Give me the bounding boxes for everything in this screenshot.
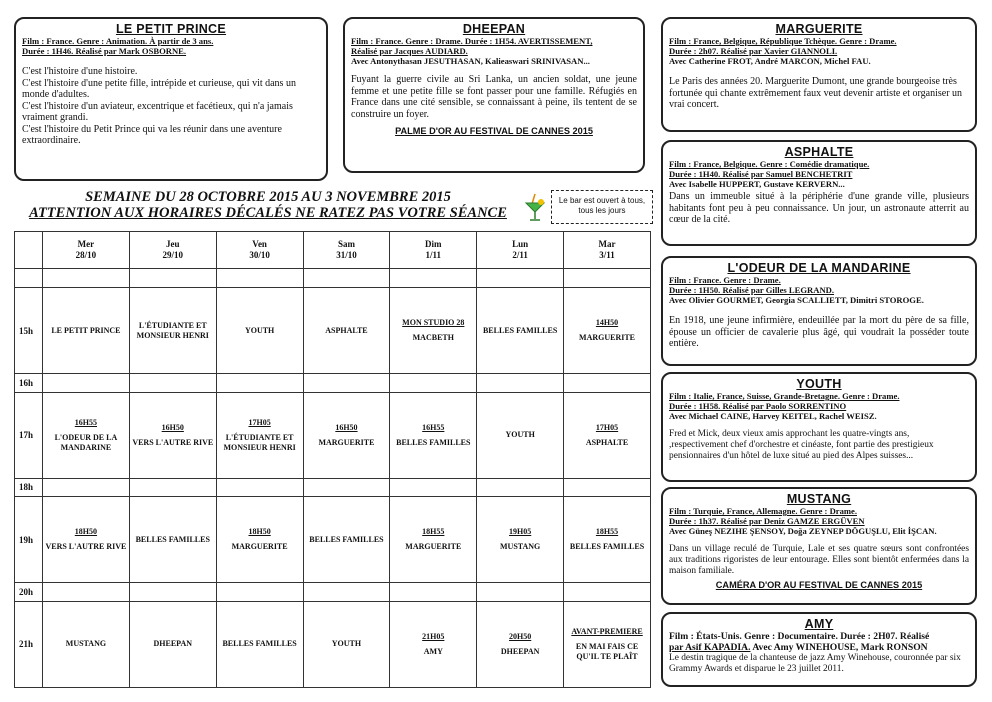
screening-film: ASPHALTE	[585, 437, 629, 447]
film-director: par Asif KAPADIA.	[669, 642, 751, 653]
screening-cell	[216, 478, 303, 496]
screening-film: BELLES FAMILLES	[569, 542, 645, 552]
schedule-row	[15, 392, 651, 478]
film-description: Dans un immeuble situé à la périphérie d'une grande ville, plusieurs habitants font peu à peu connaissance. Un jour, un astronaute atterrit au cœur de la cité.	[669, 191, 969, 225]
hour-label: 21h	[15, 601, 43, 687]
screening-film: MARGUERITE	[579, 333, 636, 343]
day-name: Ven	[252, 238, 267, 249]
day-date: 29/10	[162, 249, 184, 260]
screening-film: MUSTANG	[65, 639, 107, 649]
desc-line: C'est l'histoire du Petit Prince qui va les réunir dans une aventure extraordinaire.	[22, 123, 282, 146]
day-header	[43, 232, 130, 269]
film-description: Le destin tragique de la chanteuse de jazz Amy Winehouse, couronnée par six Grammy Awards et disparue le 23 juillet 2011.	[669, 653, 961, 674]
screening-cell	[390, 392, 477, 478]
film-title: LE PETIT PRINCE	[115, 22, 227, 36]
film-title: DHEEPAN	[462, 22, 526, 36]
screening-cell	[477, 374, 564, 392]
screening-time: 18H50	[74, 527, 98, 537]
film-meta: Durée : 1H50. Réalisé par Gilles LEGRAND.	[669, 285, 835, 295]
screening-film: MACBETH	[412, 333, 454, 343]
film-box-mustang	[661, 487, 977, 605]
film-box-asphalte	[661, 140, 977, 246]
screening-cell	[390, 583, 477, 601]
film-meta: Film : France, Belgique, République Tchèque. Genre : Drame.	[669, 36, 897, 46]
screening-film: BELLES FAMILLES	[309, 534, 384, 544]
screening-film: MARGUERITE	[318, 437, 375, 447]
cocktail-icon	[524, 192, 546, 222]
screening-cell	[477, 497, 564, 583]
screening-cell	[129, 392, 216, 478]
week-heading	[28, 189, 508, 221]
day-date: 2/11	[512, 249, 528, 260]
screening-time: 16H50	[335, 422, 358, 432]
screening-time: 17H05	[595, 422, 619, 432]
day-name: Dim	[425, 238, 442, 249]
screening-cell	[390, 497, 477, 583]
screening-cell	[43, 288, 130, 374]
screening-cell	[216, 392, 303, 478]
screening-film: VERS L'AUTRE RIVE	[132, 437, 214, 447]
film-description: Fuyant la guerre civile au Sri Lanka, un ancien soldat, une jeune femme et une petite fille se font passer pour une famille. Réfugiés en France dans une cité sensible, se connaissant à peine, ils tentent de se construire un foyer.	[351, 74, 637, 120]
film-meta: Film : France. Genre : Animation. À partir de 3 ans.	[22, 36, 214, 46]
day-date: 30/10	[249, 249, 270, 260]
empty-cell	[216, 268, 303, 287]
film-box-youth	[661, 372, 977, 482]
day-header	[564, 232, 651, 269]
schedule-row	[15, 288, 651, 374]
schedule-row	[15, 497, 651, 583]
screening-cell	[390, 478, 477, 496]
screening-cell	[477, 478, 564, 496]
film-box-dheepan	[343, 17, 645, 173]
screening-time: 21H05	[422, 631, 445, 641]
screening-time: 20H50	[509, 631, 532, 641]
film-award: PALME D'OR AU FESTIVAL DE CANNES 2015	[395, 126, 593, 136]
film-description: En 1918, une jeune infirmière, endeuillée par la mort du père de sa fille, épouse un officier de cavalerie plus âgé, qui voudrait la posséder toute entière.	[669, 315, 969, 349]
screening-film: MUSTANG	[499, 542, 541, 552]
screening-cell	[564, 374, 651, 392]
schedule-table	[14, 231, 651, 688]
screening-cell	[43, 478, 130, 496]
screening-film: YOUTH	[244, 325, 275, 335]
film-cast: Avec Catherine FROT, André MARCON, Michel FAU.	[669, 56, 871, 66]
desc-line: C'est l'histoire d'un aviateur, excentrique et facétieux, qui n'a jamais vraiment grandi.	[22, 100, 293, 123]
film-description: Fred et Mick, deux vieux amis approchant les quatre-vingts ans, ,respectivement chef d'orchestre et cinéaste, font partie des prestigieux pensionnaires d'un hôtel de luxe situé au pied des Alpes suisses...	[669, 429, 934, 461]
screening-cell	[303, 374, 390, 392]
screening-cell	[390, 374, 477, 392]
screening-film: DHEEPAN	[500, 646, 540, 656]
screening-cell	[564, 601, 651, 687]
schedule-row	[15, 374, 651, 392]
screening-cell	[216, 601, 303, 687]
screening-time: 14H50	[595, 318, 619, 328]
empty-cell	[15, 268, 43, 287]
film-description: Dans un village reculé de Turquie, Lale et ses quatre sœurs sont confrontées aux traditions rigoristes de leur entourage. Elles sont bientôt enfermées dans la maison familiale.	[669, 544, 969, 576]
screening-cell	[43, 601, 130, 687]
screening-cell	[129, 374, 216, 392]
screening-cell	[390, 288, 477, 374]
hour-label: 16h	[15, 374, 43, 392]
day-date: 31/10	[336, 249, 357, 260]
screening-film: LE PETIT PRINCE	[51, 325, 121, 335]
screening-film: BELLES FAMILLES	[222, 639, 297, 649]
screening-cell	[43, 583, 130, 601]
screening-cell	[303, 392, 390, 478]
screening-film: YOUTH	[331, 639, 362, 649]
screening-film: VERS L'AUTRE RIVE	[45, 542, 127, 552]
empty-cell	[477, 268, 564, 287]
screening-time: 16H55	[74, 417, 98, 427]
screening-film: MARGUERITE	[405, 542, 462, 552]
film-meta: Durée : 1H58. Réalisé par Paolo SORRENTINO	[669, 401, 847, 411]
screening-film: AMY	[423, 646, 443, 656]
hour-label: 15h	[15, 288, 43, 374]
screening-cell	[477, 601, 564, 687]
day-header	[390, 232, 477, 269]
screening-film: DHEEPAN	[153, 639, 193, 649]
screening-time: 18H50	[248, 527, 271, 537]
film-cast: Avec Güneş NEZIHE ŞENSOY, Doğa ZEYNEP DÖGUŞLU, Elit İŞCAN.	[669, 526, 937, 536]
schedule-corner-cell	[15, 232, 43, 269]
film-meta: Film : France, Belgique. Genre : Comédie dramatique.	[669, 159, 870, 169]
schedule-spacer-row	[15, 268, 651, 287]
day-date: 1/11	[425, 249, 442, 260]
schedule-header-row	[15, 232, 651, 269]
film-title: MUSTANG	[786, 492, 852, 506]
screening-cell	[477, 583, 564, 601]
screening-cell	[129, 601, 216, 687]
film-meta: Durée : 2h07. Réalisé par Xavier GIANNOLI.	[669, 46, 838, 56]
day-name: Mer	[77, 238, 95, 249]
screening-time: 19H05	[509, 527, 532, 537]
film-cast: Avec Amy WINEHOUSE, Mark RONSON	[750, 642, 928, 653]
screening-cell	[303, 478, 390, 496]
screening-film: BELLES FAMILLES	[135, 534, 210, 544]
screening-cell	[303, 497, 390, 583]
screening-cell	[303, 601, 390, 687]
screening-film: L'ÉTUDIANTE ET MONSIEUR HENRI	[136, 320, 209, 340]
film-meta: Film : Italie, France, Suisse, Grande-Bretagne. Genre : Drame.	[669, 391, 900, 401]
screening-film: MARGUERITE	[231, 542, 288, 552]
empty-cell	[564, 268, 651, 287]
day-name: Lun	[512, 238, 529, 249]
screening-cell	[303, 288, 390, 374]
screening-cell	[564, 392, 651, 478]
day-name: Sam	[337, 238, 355, 249]
film-cast: Avec Antonythasan JESUTHASAN, Kalieaswari SRINIVASAN...	[351, 56, 590, 66]
day-header	[477, 232, 564, 269]
desc-line: C'est l'histoire d'une petite fille, intrépide et curieuse, qui vit dans un monde d'adultes.	[22, 77, 296, 100]
film-title: AMY	[804, 617, 834, 631]
screening-cell	[129, 583, 216, 601]
screening-film: L'ODEUR DE LA MANDARINE	[54, 432, 118, 452]
screening-cell	[564, 478, 651, 496]
film-meta: Film : États-Unis. Genre : Documentaire. Durée : 2H07. Réalisé	[669, 631, 930, 642]
screening-time: 16H50	[161, 422, 184, 432]
film-cast: Avec Isabelle HUPPERT, Gustave KERVERN...	[669, 179, 845, 189]
screening-cell	[303, 583, 390, 601]
empty-cell	[43, 268, 130, 287]
screening-film: EN MAI FAIS CE QU'IL TE PLAÎT	[575, 641, 639, 661]
film-meta: Film : France. Genre : Drame. Durée : 1H54. AVERTISSEMENT,	[351, 36, 593, 46]
screening-time: 18H55	[595, 527, 619, 537]
film-award: CAMÉRA D'OR AU FESTIVAL DE CANNES 2015	[715, 580, 923, 590]
film-cast: Avec Olivier GOURMET, Georgia SCALLIETT, Dimitri STOROGE.	[669, 295, 924, 305]
screening-cell	[390, 601, 477, 687]
screening-film: BELLES FAMILLES	[396, 437, 471, 447]
day-header	[129, 232, 216, 269]
screening-time: 17H05	[248, 417, 271, 427]
empty-cell	[303, 268, 390, 287]
film-meta: Durée : 1h37. Réalisé par Deniz GAMZE ERGÜVEN	[669, 516, 865, 526]
screening-time: 16H55	[422, 422, 445, 432]
film-title: ASPHALTE	[784, 145, 854, 159]
film-meta	[669, 642, 969, 653]
film-meta: Durée : 1H46. Réalisé par Mark OSBORNE.	[22, 46, 187, 56]
screening-film: L'ÉTUDIANTE ET MONSIEUR HENRI	[223, 432, 296, 452]
schedule-row	[15, 478, 651, 496]
screening-cell	[129, 288, 216, 374]
day-date: 3/11	[599, 249, 615, 260]
film-box-marguerite	[661, 17, 977, 132]
screening-time: AVANT-PREMIERE	[571, 626, 643, 636]
screening-cell	[564, 497, 651, 583]
film-meta: Film : France. Genre : Drame.	[669, 275, 781, 285]
screening-time: 18H55	[422, 527, 445, 537]
screening-cell	[129, 497, 216, 583]
screening-film: ASPHALTE	[325, 325, 368, 335]
bar-open-note: Le bar est ouvert à tous, tous les jours	[551, 190, 653, 224]
hour-label: 20h	[15, 583, 43, 601]
screening-cell	[216, 583, 303, 601]
screening-cell	[216, 497, 303, 583]
screening-cell	[129, 478, 216, 496]
day-header	[216, 232, 303, 269]
empty-cell	[129, 268, 216, 287]
empty-cell	[390, 268, 477, 287]
film-description: Le Paris des années 20. Marguerite Dumont, une grande bourgeoise très fortunée qui chante extrêmement faux veut devenir artiste et organiser un vrai concert.	[669, 76, 963, 110]
screening-cell	[216, 288, 303, 374]
film-meta: Réalisé par Jacques AUDIARD.	[351, 46, 468, 56]
hour-label: 18h	[15, 478, 43, 496]
film-description	[22, 66, 320, 147]
week-dates: SEMAINE DU 28 OCTOBRE 2015 AU 3 NOVEMBRE 2015	[85, 189, 451, 205]
film-meta: Durée : 1H40. Réalisé par Samuel BENCHETRIT	[669, 169, 853, 179]
screening-cell	[216, 374, 303, 392]
schedule-row	[15, 583, 651, 601]
screening-cell	[43, 374, 130, 392]
screening-cell	[43, 497, 130, 583]
film-box-amy	[661, 612, 977, 687]
film-meta: Film : Turquie, France, Allemagne. Genre : Drame.	[669, 506, 858, 516]
film-title: MARGUERITE	[775, 22, 863, 36]
schedule-row	[15, 601, 651, 687]
day-name: Jeu	[166, 238, 180, 249]
screening-film: BELLES FAMILLES	[482, 325, 558, 335]
film-box-odeur-mandarine	[661, 256, 977, 366]
screening-film: YOUTH	[505, 430, 535, 440]
week-warning: ATTENTION AUX HORAIRES DÉCALÉS NE RATEZ PAS VOTRE SÉANCE	[29, 205, 507, 221]
film-cast: Avec Michael CAINE, Harvey KEITEL, Rachel WEISZ.	[669, 411, 877, 421]
day-header	[303, 232, 390, 269]
desc-line: C'est l'histoire d'une histoire.	[22, 66, 138, 77]
screening-cell	[564, 583, 651, 601]
screening-cell	[564, 288, 651, 374]
screening-cell	[43, 392, 130, 478]
day-name: Mar	[598, 238, 616, 249]
screening-cell	[477, 392, 564, 478]
film-box-le-petit-prince	[14, 17, 328, 181]
hour-label: 17h	[15, 392, 43, 478]
hour-label: 19h	[15, 497, 43, 583]
film-title: L'ODEUR DE LA MANDARINE	[727, 261, 911, 275]
screening-cell	[477, 288, 564, 374]
screening-time: MON STUDIO 28	[402, 318, 465, 328]
day-date: 28/10	[75, 249, 97, 260]
film-title: YOUTH	[796, 377, 842, 391]
